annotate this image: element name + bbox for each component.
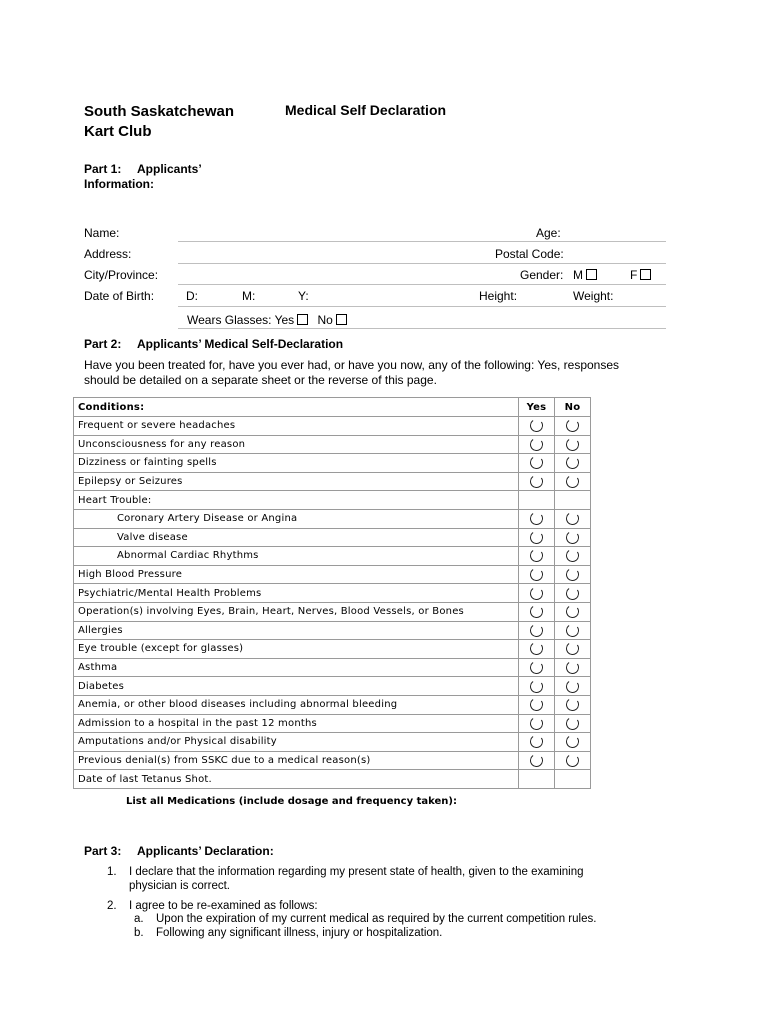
condition-label: Heart Trouble: bbox=[74, 491, 519, 510]
glasses-yes-checkbox[interactable] bbox=[297, 314, 308, 325]
part3-title: Applicants’ Declaration: bbox=[137, 844, 274, 858]
gender-f-option[interactable] bbox=[630, 268, 651, 282]
condition-label: Allergies bbox=[74, 621, 519, 640]
yes-radio[interactable] bbox=[529, 567, 544, 582]
yes-radio[interactable] bbox=[529, 586, 544, 601]
condition-label: Valve disease bbox=[74, 528, 519, 547]
condition-label: Abnormal Cardiac Rhythms bbox=[74, 547, 519, 566]
declaration-item1-line1: I declare that the information regarding my present state of health, given to the examining bbox=[129, 866, 584, 878]
instructions-line1: Have you been treated for, have you ever had, or have you now, any of the following: Yes, responses bbox=[84, 358, 620, 372]
no-radio[interactable] bbox=[565, 716, 580, 731]
glasses-no-label: No bbox=[317, 313, 333, 327]
glasses-field-line bbox=[178, 328, 666, 329]
condition-label: Anemia, or other blood diseases including abnormal bleeding bbox=[74, 695, 519, 714]
yes-radio[interactable] bbox=[529, 679, 544, 694]
no-radio[interactable] bbox=[565, 734, 580, 749]
dob-field-line[interactable] bbox=[178, 306, 666, 307]
table-row bbox=[74, 547, 591, 566]
no-radio[interactable] bbox=[565, 567, 580, 582]
condition-label: Previous denial(s) from SSKC due to a medical reason(s) bbox=[74, 751, 519, 770]
glasses-no-checkbox[interactable] bbox=[336, 314, 347, 325]
table-row bbox=[74, 621, 591, 640]
table-row bbox=[74, 714, 591, 733]
gender-m-label: M bbox=[573, 268, 583, 282]
glasses-row bbox=[187, 313, 347, 327]
condition-label: Frequent or severe headaches bbox=[74, 417, 519, 436]
declaration-item1-number: 1. bbox=[107, 866, 117, 878]
postal-code-label: Postal Code: bbox=[495, 247, 564, 261]
table-row bbox=[74, 658, 591, 677]
declaration-item2a: Upon the expiration of my current medical as required by the current competition rules. bbox=[156, 913, 597, 925]
condition-label: Date of last Tetanus Shot. bbox=[74, 770, 519, 789]
instructions-line2: should be detailed on a separate sheet or the reverse of this page. bbox=[84, 373, 437, 387]
organization-name-line2: Kart Club bbox=[84, 123, 152, 140]
condition-label: Amputations and/or Physical disability bbox=[74, 733, 519, 752]
condition-label: Unconsciousness for any reason bbox=[74, 435, 519, 454]
part3-label: Part 3: bbox=[84, 844, 122, 858]
table-row bbox=[74, 472, 591, 491]
dob-label: Date of Birth: bbox=[84, 289, 155, 303]
glasses-label: Wears Glasses: Yes bbox=[187, 313, 295, 327]
no-radio[interactable] bbox=[565, 474, 580, 489]
col-conditions: Conditions: bbox=[74, 398, 519, 417]
condition-label: Coronary Artery Disease or Angina bbox=[74, 509, 519, 528]
address-label: Address: bbox=[84, 247, 132, 261]
no-radio[interactable] bbox=[565, 753, 580, 768]
yes-radio[interactable] bbox=[529, 437, 544, 452]
yes-radio[interactable] bbox=[529, 641, 544, 656]
medications-label: List all Medications (include dosage and frequency taken): bbox=[126, 796, 457, 807]
part2-title: Applicants’ Medical Self-Declaration bbox=[137, 337, 344, 351]
table-row bbox=[74, 677, 591, 696]
table-header-row bbox=[74, 398, 591, 417]
condition-label: Psychiatric/Mental Health Problems bbox=[74, 584, 519, 603]
part1-title-line1: Applicants’ bbox=[137, 162, 202, 176]
part2-label: Part 2: bbox=[84, 337, 122, 351]
dob-month-label: M: bbox=[242, 289, 256, 303]
condition-label: Operation(s) involving Eyes, Brain, Heart, Nerves, Blood Vessels, or Bones bbox=[74, 602, 519, 621]
no-radio[interactable] bbox=[565, 697, 580, 712]
yes-radio[interactable] bbox=[529, 623, 544, 638]
document-title: Medical Self Declaration bbox=[285, 102, 447, 118]
age-label: Age: bbox=[536, 226, 561, 240]
table-row bbox=[74, 584, 591, 603]
city-field-line[interactable] bbox=[178, 284, 666, 285]
no-radio[interactable] bbox=[565, 641, 580, 656]
gender-m-checkbox[interactable] bbox=[586, 269, 597, 280]
declaration-item2a-letter: a. bbox=[134, 913, 144, 925]
declaration-item2: I agree to be re-examined as follows: bbox=[129, 900, 318, 912]
organization-name bbox=[84, 102, 234, 142]
declaration-item1 bbox=[129, 865, 584, 893]
yes-radio[interactable] bbox=[529, 660, 544, 675]
no-radio[interactable] bbox=[565, 623, 580, 638]
table-row bbox=[74, 435, 591, 454]
table-row bbox=[74, 751, 591, 770]
condition-label: Dizziness or fainting spells bbox=[74, 454, 519, 473]
col-yes: Yes bbox=[519, 398, 555, 417]
yes-radio[interactable] bbox=[529, 474, 544, 489]
yes-radio[interactable] bbox=[529, 511, 544, 526]
name-field-line[interactable] bbox=[178, 241, 666, 242]
name-label: Name: bbox=[84, 226, 120, 240]
no-radio[interactable] bbox=[565, 437, 580, 452]
table-row bbox=[74, 454, 591, 473]
no-radio[interactable] bbox=[565, 418, 580, 433]
dob-day-label: D: bbox=[186, 289, 198, 303]
yes-radio[interactable] bbox=[529, 548, 544, 563]
conditions-table bbox=[73, 397, 591, 789]
declaration-item2b: Following any significant illness, injury or hospitalization. bbox=[156, 927, 443, 939]
no-radio[interactable] bbox=[565, 530, 580, 545]
yes-radio[interactable] bbox=[529, 753, 544, 768]
no-radio[interactable] bbox=[565, 604, 580, 619]
part2-instructions bbox=[84, 358, 619, 388]
yes-radio[interactable] bbox=[529, 604, 544, 619]
yes-radio[interactable] bbox=[529, 418, 544, 433]
table-row bbox=[74, 528, 591, 547]
condition-label: Asthma bbox=[74, 658, 519, 677]
table-row bbox=[74, 417, 591, 436]
weight-label: Weight: bbox=[573, 289, 614, 303]
height-label: Height: bbox=[479, 289, 518, 303]
no-radio[interactable] bbox=[565, 679, 580, 694]
yes-radio[interactable] bbox=[529, 697, 544, 712]
table-row bbox=[74, 565, 591, 584]
table-row bbox=[74, 770, 591, 789]
condition-label: Admission to a hospital in the past 12 months bbox=[74, 714, 519, 733]
city-label: City/Province: bbox=[84, 268, 159, 282]
condition-label: High Blood Pressure bbox=[74, 565, 519, 584]
gender-f-checkbox[interactable] bbox=[640, 269, 651, 280]
yes-radio[interactable] bbox=[529, 734, 544, 749]
organization-name-line1: South Saskatchewan bbox=[84, 103, 235, 120]
yes-radio[interactable] bbox=[529, 455, 544, 470]
dob-year-label: Y: bbox=[298, 289, 309, 303]
gender-label: Gender: bbox=[520, 268, 564, 282]
col-no: No bbox=[555, 398, 591, 417]
no-radio[interactable] bbox=[565, 548, 580, 563]
table-row bbox=[74, 491, 591, 510]
no-radio[interactable] bbox=[565, 586, 580, 601]
condition-label: Diabetes bbox=[74, 677, 519, 696]
declaration-item1-line2: physician is correct. bbox=[129, 880, 230, 892]
yes-radio[interactable] bbox=[529, 530, 544, 545]
no-radio[interactable] bbox=[565, 660, 580, 675]
no-radio[interactable] bbox=[565, 455, 580, 470]
gender-m-option[interactable] bbox=[573, 268, 597, 282]
table-row bbox=[74, 509, 591, 528]
condition-label: Epilepsy or Seizures bbox=[74, 472, 519, 491]
part1-title-line2: Information: bbox=[84, 177, 154, 191]
part1-label: Part 1: bbox=[84, 162, 122, 176]
table-row bbox=[74, 733, 591, 752]
condition-label: Eye trouble (except for glasses) bbox=[74, 640, 519, 659]
no-radio[interactable] bbox=[565, 511, 580, 526]
table-row bbox=[74, 640, 591, 659]
table-row bbox=[74, 695, 591, 714]
declaration-item2b-letter: b. bbox=[134, 927, 144, 939]
yes-radio[interactable] bbox=[529, 716, 544, 731]
table-row bbox=[74, 602, 591, 621]
declaration-item2-number: 2. bbox=[107, 900, 117, 912]
address-field-line[interactable] bbox=[178, 263, 666, 264]
gender-f-label: F bbox=[630, 268, 638, 282]
